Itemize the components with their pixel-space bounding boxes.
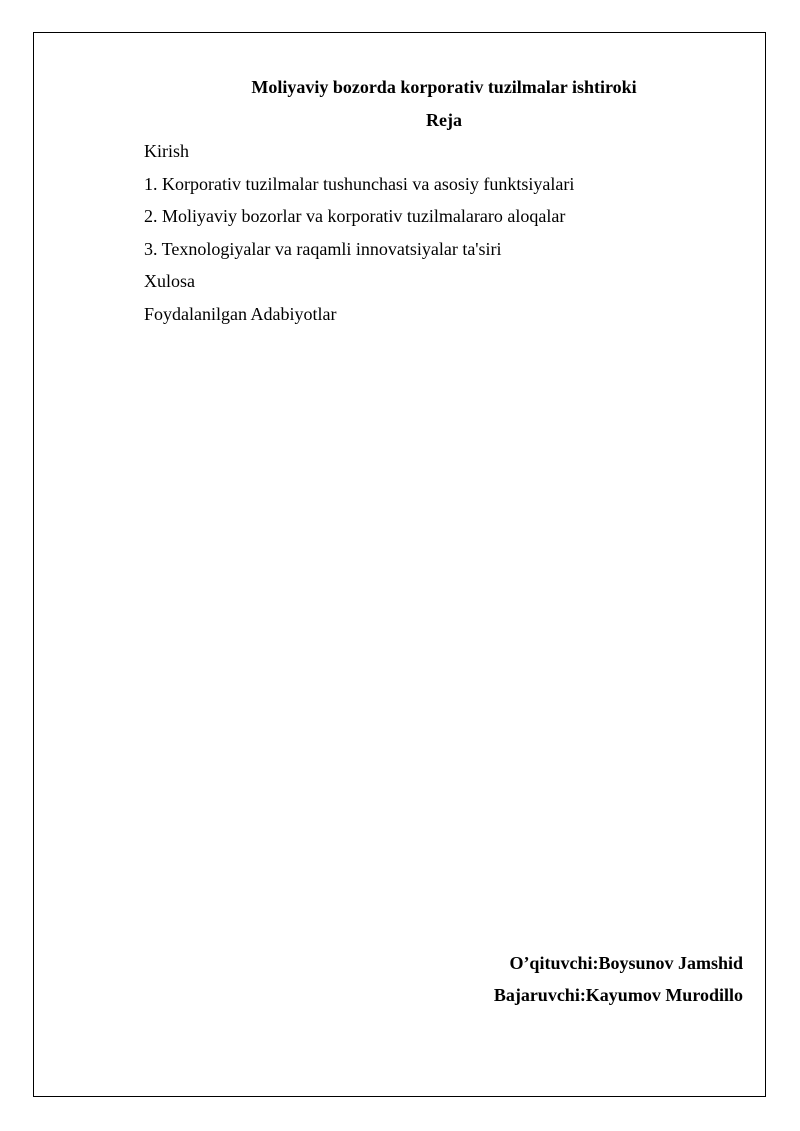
- document-title: Moliyaviy bozorda korporativ tuzilmalar ishtiroki: [251, 77, 637, 97]
- plan-item-introduction: Kirish: [144, 141, 189, 161]
- plan-item-references: Foydalanilgan Adabiyotlar: [144, 303, 337, 324]
- plan-item-3: 3. Texnologiyalar va raqamli innovatsiyalar ta'siri: [144, 238, 502, 259]
- plan-item-2: 2. Moliyaviy bozorlar va korporativ tuzilmalararo aloqalar: [144, 206, 566, 226]
- teacher-signature: O’qituvchi:Boysunov Jamshid: [509, 953, 743, 973]
- document-subtitle: Reja: [426, 110, 462, 130]
- plan-item-1: 1. Korporativ tuzilmalar tushunchasi va asosiy funktsiyalari: [144, 173, 575, 194]
- plan-item-conclusion: Xulosa: [144, 271, 195, 291]
- author-signature: Bajaruvchi:Kayumov Murodillo: [493, 985, 743, 1005]
- plan-list: [144, 140, 574, 335]
